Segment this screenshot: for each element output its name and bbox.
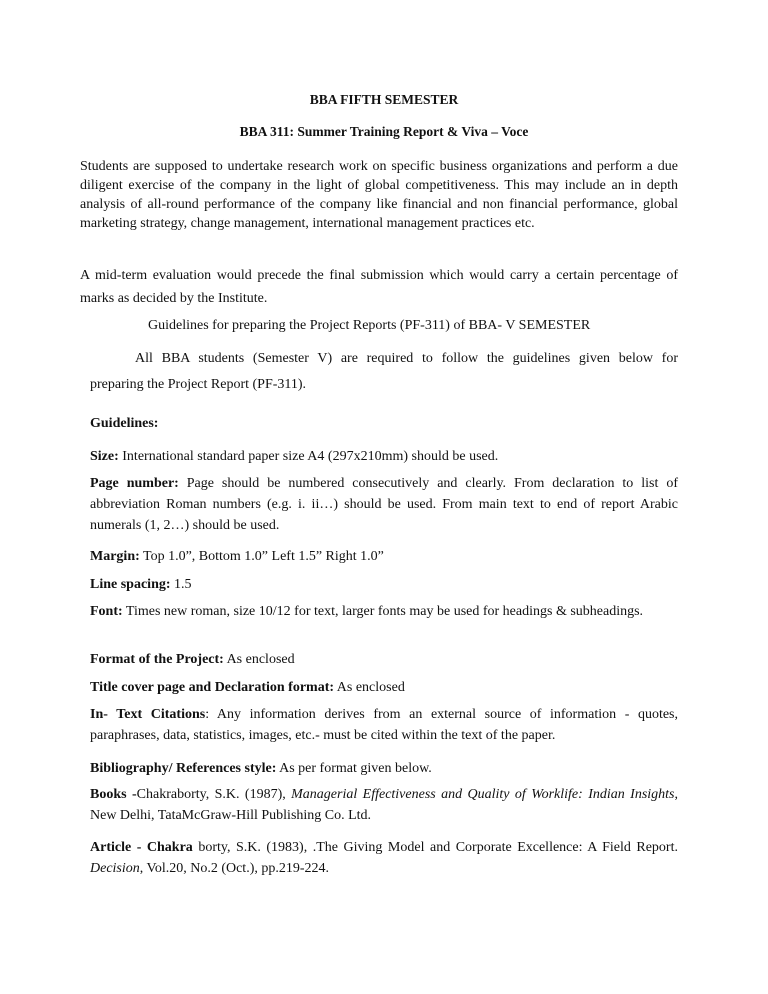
citations-label: In- Text Citations: [90, 707, 206, 722]
course-heading: BBA 311: Summer Training Report & Viva – Voce: [239, 124, 529, 139]
bibliography-label: Bibliography/ References style:: [90, 761, 277, 776]
page-number-text: Page should be numbered consecutively and clearly. From declaration to list of abbreviation Roman numbers (e.g. i. ii…) should be used. From main text to end of report Arabic numerals (1, 2…) should be used.: [90, 476, 678, 533]
article-text-b: , Vol.20, No.2 (Oct.), pp.219-224.: [139, 861, 330, 876]
books-text-a: Chakraborty, S.K. (1987),: [136, 787, 292, 802]
margin-label: Margin:: [90, 549, 140, 564]
guideline-title-cover: [90, 677, 678, 698]
guideline-margin: [90, 546, 678, 567]
bibliography-text: As per format given below.: [276, 761, 432, 776]
title-cover-text: As enclosed: [334, 680, 405, 695]
size-label: Size:: [90, 449, 119, 464]
size-text: International standard paper size A4 (297x210mm) should be used.: [118, 449, 499, 464]
reference-article: [90, 837, 678, 879]
margin-text: Top 1.0”, Bottom 1.0” Left 1.5” Right 1.0”: [139, 549, 384, 564]
page-number-label: Page number:: [90, 476, 179, 491]
citations-text: : Any information derives from an external source of information - quotes, paraphrases, data, statistics, images, etc.- must be cited within the text of the paper.: [90, 707, 678, 743]
article-journal: Decision: [90, 861, 140, 876]
line-spacing-label: Line spacing:: [90, 577, 171, 592]
guideline-size: [90, 446, 678, 467]
guidelines-intro-line1: All BBA students (Semester V) are required to follow the guidelines given below for: [135, 351, 678, 366]
intro-paragraph-1: Students are supposed to undertake research work on specific business organizations and perform a due diligent exercise of the company in the light of global competitiveness. This may include an in depth analysis of all-round performance of the company like financial and non financial performance, global marketing strategy, change management, international management practices etc.: [80, 159, 678, 231]
books-label: Books -: [90, 787, 137, 802]
guidelines-heading: Guidelines for preparing the Project Reports (PF-311) of BBA- V SEMESTER: [148, 318, 591, 333]
reference-book: [90, 784, 678, 826]
title-cover-label: Title cover page and Declaration format:: [90, 680, 335, 695]
books-title: Managerial Effectiveness and Quality of Worklife: Indian Insights: [291, 787, 675, 802]
font-text: Times new roman, size 10/12 for text, larger fonts may be used for headings & subheadings.: [122, 604, 644, 619]
format-text: As enclosed: [223, 652, 295, 667]
guideline-page-number: [90, 473, 678, 536]
line-spacing-text: 1.5: [170, 577, 192, 592]
guideline-line-spacing: [90, 574, 678, 595]
guidelines-label: Guidelines:: [90, 416, 159, 431]
article-label: Article - Chakra: [90, 840, 193, 855]
article-text-a: borty, S.K. (1983), .The Giving Model and Corporate Excellence: A Field Report.: [192, 840, 678, 855]
intro-paragraph-2: A mid-term evaluation would precede the final submission which would carry a certain percentage of marks as decided by the Institute.: [80, 268, 678, 306]
format-label: Format of the Project:: [90, 652, 224, 667]
guideline-citations: [90, 704, 678, 746]
books-text-b: , New Delhi, TataMcGraw-Hill Publishing Co. Ltd.: [90, 787, 678, 823]
semester-heading: BBA FIFTH SEMESTER: [309, 92, 459, 107]
guidelines-intro-line2: preparing the Project Report (PF-311).: [90, 377, 307, 392]
font-label: Font:: [90, 604, 123, 619]
guideline-format: [90, 649, 678, 670]
guideline-font: [90, 601, 678, 622]
guideline-bibliography: [90, 758, 678, 779]
